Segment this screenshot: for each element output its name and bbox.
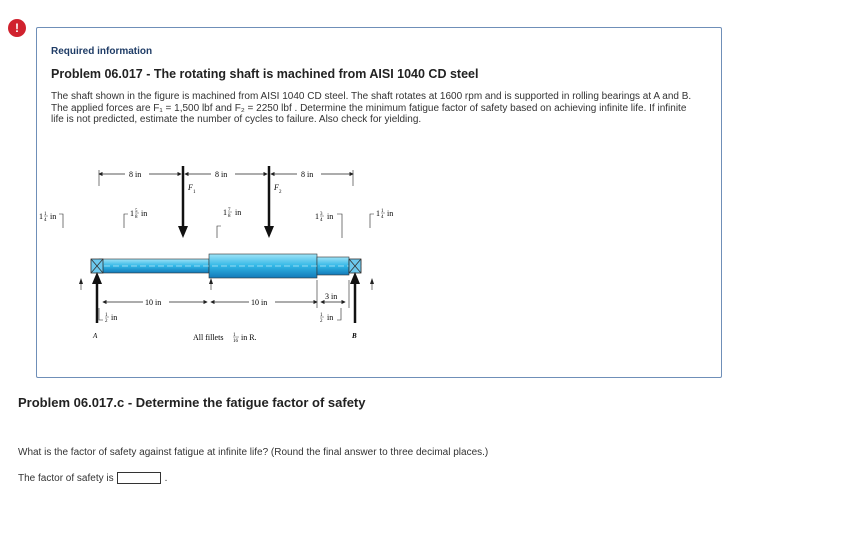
support-b-label: B xyxy=(352,332,357,340)
svg-text:in: in xyxy=(235,208,242,217)
dim-top-1: 8 in xyxy=(129,170,142,179)
svg-text:7: 7 xyxy=(228,208,231,213)
svg-text:1: 1 xyxy=(315,212,319,221)
required-information-panel xyxy=(36,27,722,378)
shaft-figure xyxy=(37,158,437,358)
svg-text:2: 2 xyxy=(320,319,323,324)
svg-text:8: 8 xyxy=(228,214,231,219)
svg-text:in: in xyxy=(50,212,57,221)
dia-left: 1 xyxy=(39,212,43,221)
dim-bottom-2: 10 in xyxy=(251,298,268,307)
bearing-a xyxy=(91,259,103,273)
force-label-f1: F xyxy=(188,183,193,192)
alert-icon: ! xyxy=(8,19,26,37)
svg-text:2: 2 xyxy=(105,319,108,324)
force-sub-2: 2 xyxy=(279,190,282,195)
svg-text:3: 3 xyxy=(320,212,323,217)
answer-label: The factor of safety is xyxy=(18,472,114,484)
svg-text:1: 1 xyxy=(320,313,323,318)
required-information-heading: Required information xyxy=(51,46,153,57)
svg-text:8: 8 xyxy=(135,215,138,220)
svg-text:1: 1 xyxy=(381,209,384,214)
shaft xyxy=(77,254,377,278)
problem-title: Problem 06.017 - The rotating shaft is machined from AISI 1040 CD steel xyxy=(51,67,479,81)
force-label-f2: F xyxy=(274,183,279,192)
svg-text:in: in xyxy=(111,313,118,322)
part-c-title: Problem 06.017.c - Determine the fatigue factor of safety xyxy=(18,395,366,410)
svg-text:1: 1 xyxy=(44,212,47,217)
answer-row xyxy=(18,472,167,484)
svg-text:5: 5 xyxy=(135,209,138,214)
svg-text:4: 4 xyxy=(44,218,47,223)
svg-text:1: 1 xyxy=(105,313,108,318)
svg-text:1: 1 xyxy=(130,209,134,218)
svg-text:1: 1 xyxy=(233,333,236,338)
dim-top-2: 8 in xyxy=(215,170,228,179)
svg-text:in: in xyxy=(327,313,334,322)
svg-text:4: 4 xyxy=(320,218,323,223)
svg-text:in R.: in R. xyxy=(241,333,257,342)
fillets-note: All fillets xyxy=(193,333,224,342)
support-a-label: A xyxy=(93,332,98,340)
svg-text:16: 16 xyxy=(233,339,238,344)
dim-top-3: 8 in xyxy=(301,170,314,179)
svg-text:1: 1 xyxy=(376,209,380,218)
problem-statement: The shaft shown in the figure is machined from AISI 1040 CD steel. The shaft rotates at 1600 rpm and is supported in rolling bearings at A and B. The applied forces are F₁ = 1,500 lbf and F₂ = 2250 lbf . Determine the minimum fatigue factor of safety based on achieving infinite life. If infinite life is not predicted, estimate the number of cycles to failure. Also check for yielding. xyxy=(51,91,692,125)
svg-text:4: 4 xyxy=(381,215,384,220)
bearing-b xyxy=(349,259,361,273)
svg-text:in: in xyxy=(327,212,334,221)
svg-text:1: 1 xyxy=(223,208,227,217)
force-sub-1: 1 xyxy=(193,190,196,195)
dim-bottom-1: 10 in xyxy=(145,298,162,307)
part-c-question: What is the factor of safety against fatigue at infinite life? (Round the final answer to three decimal places.) xyxy=(18,447,489,458)
svg-text:in: in xyxy=(141,209,148,218)
dim-3in: 3 in xyxy=(325,292,338,301)
svg-text:in: in xyxy=(387,209,394,218)
factor-of-safety-input[interactable] xyxy=(117,472,161,484)
answer-period: . xyxy=(164,472,168,484)
